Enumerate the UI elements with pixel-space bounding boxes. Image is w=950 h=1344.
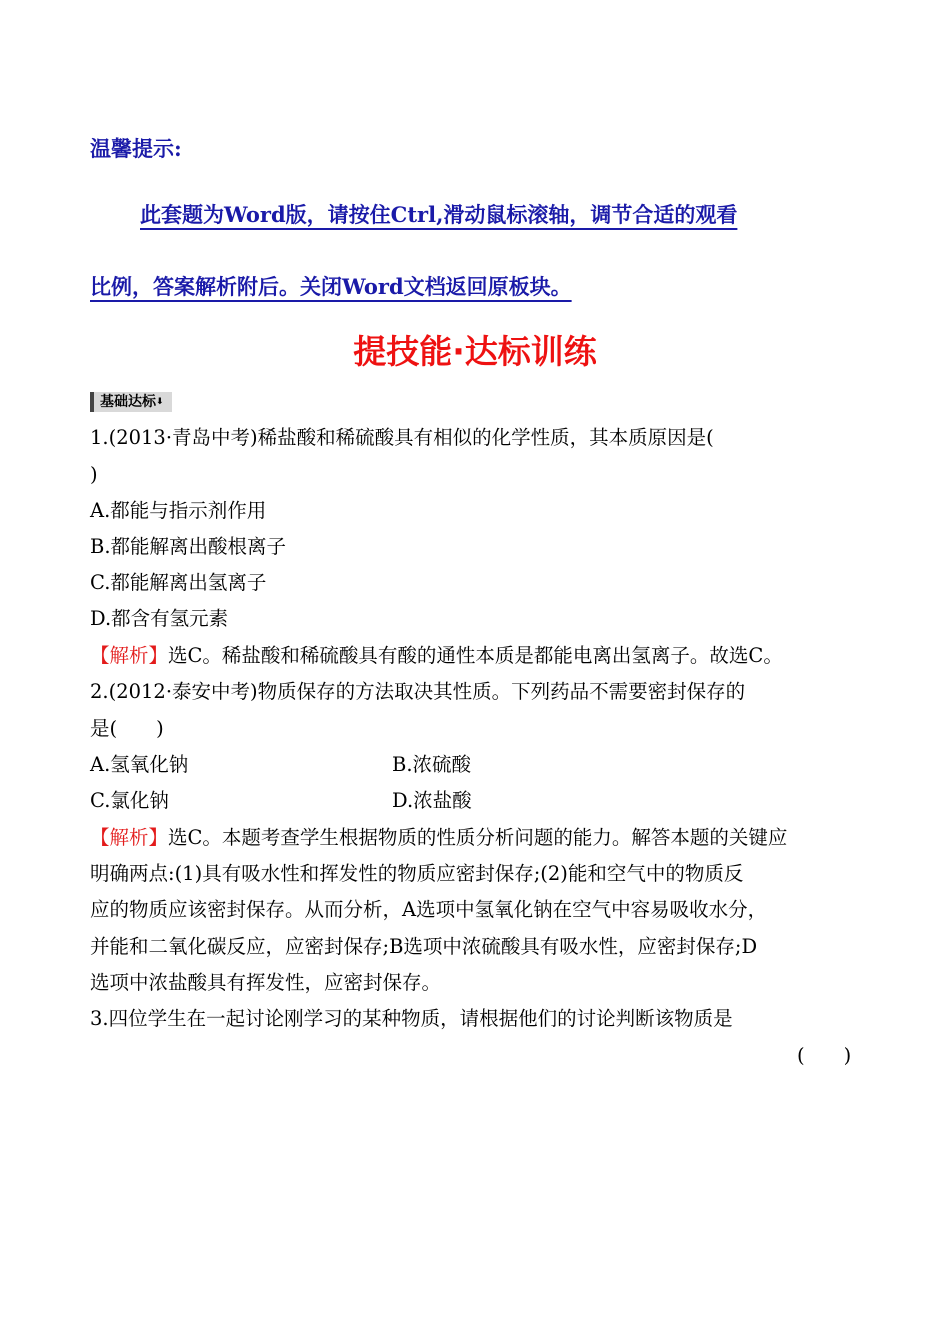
- q2-option-c: C.氯化钠: [90, 789, 169, 812]
- section-label-text: 基础达标: [100, 394, 156, 410]
- q2-option-d: D.浓盐酸: [392, 789, 472, 812]
- q2-analysis-line-2: 明确两点:(1)具有吸水性和挥发性的物质应密封保存;(2)能和空气中的物质反: [90, 862, 744, 885]
- down-arrow-icon: ⬇: [156, 397, 164, 407]
- analysis-text: 选C。本题考查学生根据物质的性质分析问题的能力。解答本题的关键应: [168, 826, 788, 849]
- analysis-tag: 【解析】: [90, 644, 169, 667]
- page-title: 提技能·达标训练: [353, 332, 597, 371]
- q2-option-a: A.氢氧化钠: [90, 753, 189, 776]
- q2-analysis: [90, 825, 787, 851]
- q2-stem-end: 是( ): [90, 717, 164, 740]
- analysis-tag: 【解析】: [90, 826, 169, 849]
- q2-analysis-line-4: 并能和二氧化碳反应，应密封保存;B选项中浓硫酸具有吸水性，应密封保存;D: [90, 935, 758, 958]
- q2-stem: 2.(2012·泰安中考)物质保存的方法取决其性质。下列药品不需要密封保存的: [90, 680, 746, 703]
- q1-option-a: A.都能与指示剂作用: [90, 499, 267, 522]
- q1-option-c: C.都能解离出氢离子: [90, 571, 267, 594]
- analysis-text: 选C。稀盐酸和稀硫酸具有酸的通性本质是都能电离出氢离子。故选C。: [168, 644, 783, 667]
- section-label: [90, 392, 172, 412]
- q1-option-b: B.都能解离出酸根离子: [90, 535, 287, 558]
- q2-analysis-line-5: 选项中浓盐酸具有挥发性，应密封保存。: [90, 971, 442, 994]
- tip-heading: 温馨提示:: [90, 136, 182, 161]
- tip-line-1: 此套题为Word版，请按住Ctrl,滑动鼠标滚轴，调节合适的观看: [140, 202, 738, 227]
- q1-option-d: D.都含有氢元素: [90, 607, 229, 630]
- q2-analysis-line-3: 应的物质应该密封保存。从而分析，A选项中氢氧化钠在空气中容易吸收水分，: [90, 898, 768, 921]
- tip-line-2: 比例，答案解析附后。关闭Word文档返回原板块。: [90, 274, 572, 299]
- q1-analysis: [90, 643, 783, 669]
- q3-answer-blank: ( ): [797, 1044, 852, 1067]
- q1-stem-end: ): [90, 463, 98, 486]
- q2-option-b: B.浓硫酸: [392, 753, 472, 776]
- q3-stem: 3.四位学生在一起讨论刚学习的某种物质，请根据他们的讨论判断该物质是: [90, 1007, 733, 1030]
- q1-stem: 1.(2013·青岛中考)稀盐酸和稀硫酸具有相似的化学性质，其本质原因是(: [90, 426, 714, 449]
